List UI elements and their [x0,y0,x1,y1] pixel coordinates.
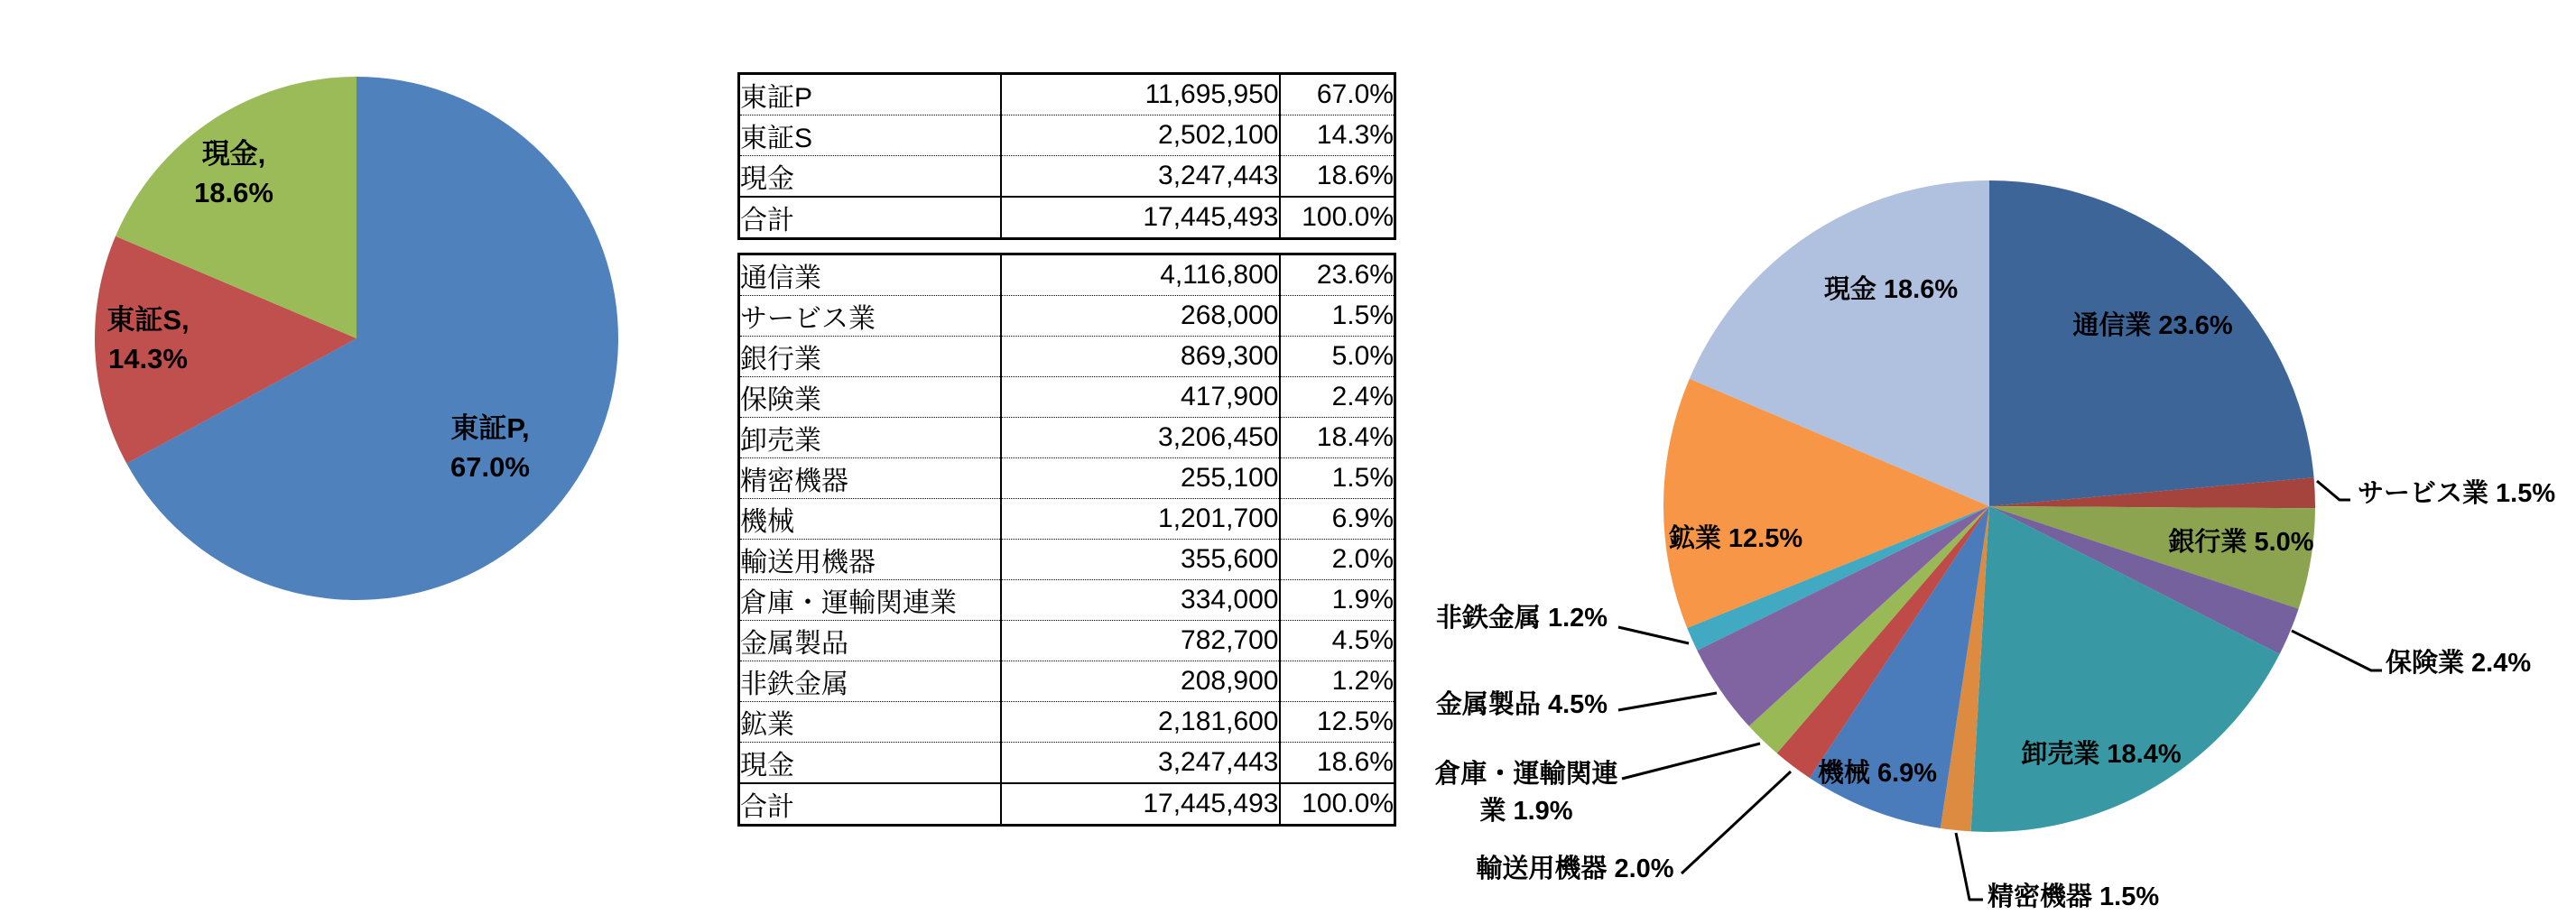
table-row [739,337,1395,377]
table-cell[interactable]: 869,300 [1001,337,1280,377]
table-row [739,156,1395,198]
table-cell[interactable]: サービス業 [739,296,1001,337]
pie-label-5: 精密機器 1.5% [1988,882,2160,911]
table-cell[interactable]: 保険業 [739,377,1001,418]
table-cell[interactable]: 金属製品 [739,621,1001,661]
table-cell[interactable]: 銀行業 [739,337,1001,377]
table-row [739,702,1395,743]
table-cell[interactable]: 倉庫・運輸関連業 [739,580,1001,621]
pie-label-10: 非鉄金属 1.2% [1435,604,1608,633]
table-cell[interactable]: 782,700 [1001,621,1280,661]
table-cell[interactable]: 6.9% [1280,499,1395,540]
leader-line-3 [2292,631,2382,670]
table-cell[interactable]: 現金 [739,156,1001,198]
table-row [739,743,1395,784]
leader-line-9 [1618,693,1717,710]
table-row [739,197,1395,239]
pie-label-2: 銀行業 5.0% [2168,528,2314,557]
pie-label-12: 現金 18.6% [1823,275,1959,304]
table-cell[interactable]: 5.0% [1280,337,1395,377]
table-cell[interactable]: 2,502,100 [1001,116,1280,156]
table-cell[interactable]: 255,100 [1001,458,1280,499]
table-row [739,296,1395,337]
table-cell[interactable]: 通信業 [740,263,821,293]
table-cell[interactable]: 417,900 [1001,377,1280,418]
pie-label-3: 保険業 2.4% [2386,649,2532,678]
table-cell[interactable]: 2,181,600 [1001,702,1280,743]
leader-line-5 [1956,833,1983,900]
table-cell[interactable]: 東証S [739,116,1001,156]
pie-label-0: 東証P, 67.0% [450,412,530,483]
asset-class-table-container [737,72,1396,240]
table-cell[interactable]: 合計 [739,783,1001,826]
table-cell[interactable]: 1.5% [1280,296,1395,337]
pie-label-0: 通信業 23.6% [2072,311,2233,340]
table-row [739,540,1395,580]
table-row [739,783,1395,826]
leader-line-8 [1622,744,1760,779]
sector-table [737,253,1396,827]
table-cell[interactable]: 3,247,443 [1001,156,1280,198]
table-cell[interactable]: 4,116,800 [1001,254,1280,296]
table-cell[interactable]: 14.3% [1280,116,1395,156]
sector-table-container [737,253,1396,827]
table-row [739,621,1395,661]
pie-label-8: 倉庫・運輸関連業 1.9% [1434,760,1618,826]
table-cell[interactable]: 鉱業 [739,702,1001,743]
table-row [739,458,1395,499]
table-row [739,377,1395,418]
table-cell[interactable]: 12.5% [1280,702,1395,743]
table-row [739,661,1395,702]
table-cell[interactable]: 1,201,700 [1001,499,1280,540]
table-cell[interactable]: 輸送用機器 [739,540,1001,580]
table-row [739,116,1395,156]
leader-line-7 [1682,772,1791,873]
table-cell[interactable]: 合計 [739,197,1001,239]
leader-line-10 [1618,627,1689,643]
table-cell[interactable]: 機械 [739,499,1001,540]
table-cell[interactable]: 268,000 [1001,296,1280,337]
table-cell[interactable]: 100.0% [1280,197,1395,239]
asset-class-pie-chart [95,77,618,600]
pie-label-7: 輸送用機器 2.0% [1476,855,1674,883]
table-cell[interactable]: 3,206,450 [1001,418,1280,458]
leader-line-1 [2317,481,2350,500]
asset-class-table [737,72,1396,240]
table-cell[interactable]: 355,600 [1001,540,1280,580]
pie-label-2: 現金, 18.6% [194,138,273,208]
table-cell[interactable]: 1.5% [1280,458,1395,499]
pie-label-1: 東証S, 14.3% [107,304,190,374]
table-cell[interactable]: 非鉄金属 [739,661,1001,702]
table-cell[interactable]: 1.2% [1280,661,1395,702]
table-cell[interactable]: 2.0% [1280,540,1395,580]
table-cell[interactable]: 3,247,443 [1001,743,1280,784]
table-cell[interactable]: 334,000 [1001,580,1280,621]
table-cell[interactable]: 18.6% [1280,156,1395,198]
pie-label-6: 機械 6.9% [1817,759,1938,788]
table-row [739,254,1395,296]
pie-slice-0[interactable] [1989,180,2314,506]
table-cell[interactable]: 現金 [739,743,1001,784]
table-cell[interactable]: 11,695,950 [1001,74,1280,116]
pie-label-1: サービス業 1.5% [2358,479,2556,508]
table-row [739,418,1395,458]
table-cell[interactable]: 67.0% [1280,74,1395,116]
table-cell[interactable]: 17,445,493 [1001,783,1280,826]
pie-label-4: 卸売業 18.4% [2021,740,2182,769]
table-cell[interactable]: 100.0% [1280,783,1395,826]
table-cell[interactable]: 23.6% [1280,254,1395,296]
table-cell[interactable]: 東証P [740,83,813,113]
table-cell[interactable]: 2.4% [1280,377,1395,418]
table-cell[interactable]: 1.9% [1280,580,1395,621]
table-cell[interactable]: 18.6% [1280,743,1395,784]
table-row [739,580,1395,621]
table-cell[interactable]: 208,900 [1001,661,1280,702]
table-cell[interactable]: 18.4% [1280,418,1395,458]
table-row [739,499,1395,540]
sector-pie-chart [1434,180,2555,911]
pie-label-11: 鉱業 12.5% [1668,524,1803,553]
table-cell[interactable]: 4.5% [1280,621,1395,661]
table-cell[interactable]: 精密機器 [739,458,1001,499]
table-row [739,74,1395,116]
pie-label-9: 金属製品 4.5% [1435,690,1608,719]
table-cell[interactable]: 卸売業 [739,418,1001,458]
table-cell[interactable]: 17,445,493 [1001,197,1280,239]
